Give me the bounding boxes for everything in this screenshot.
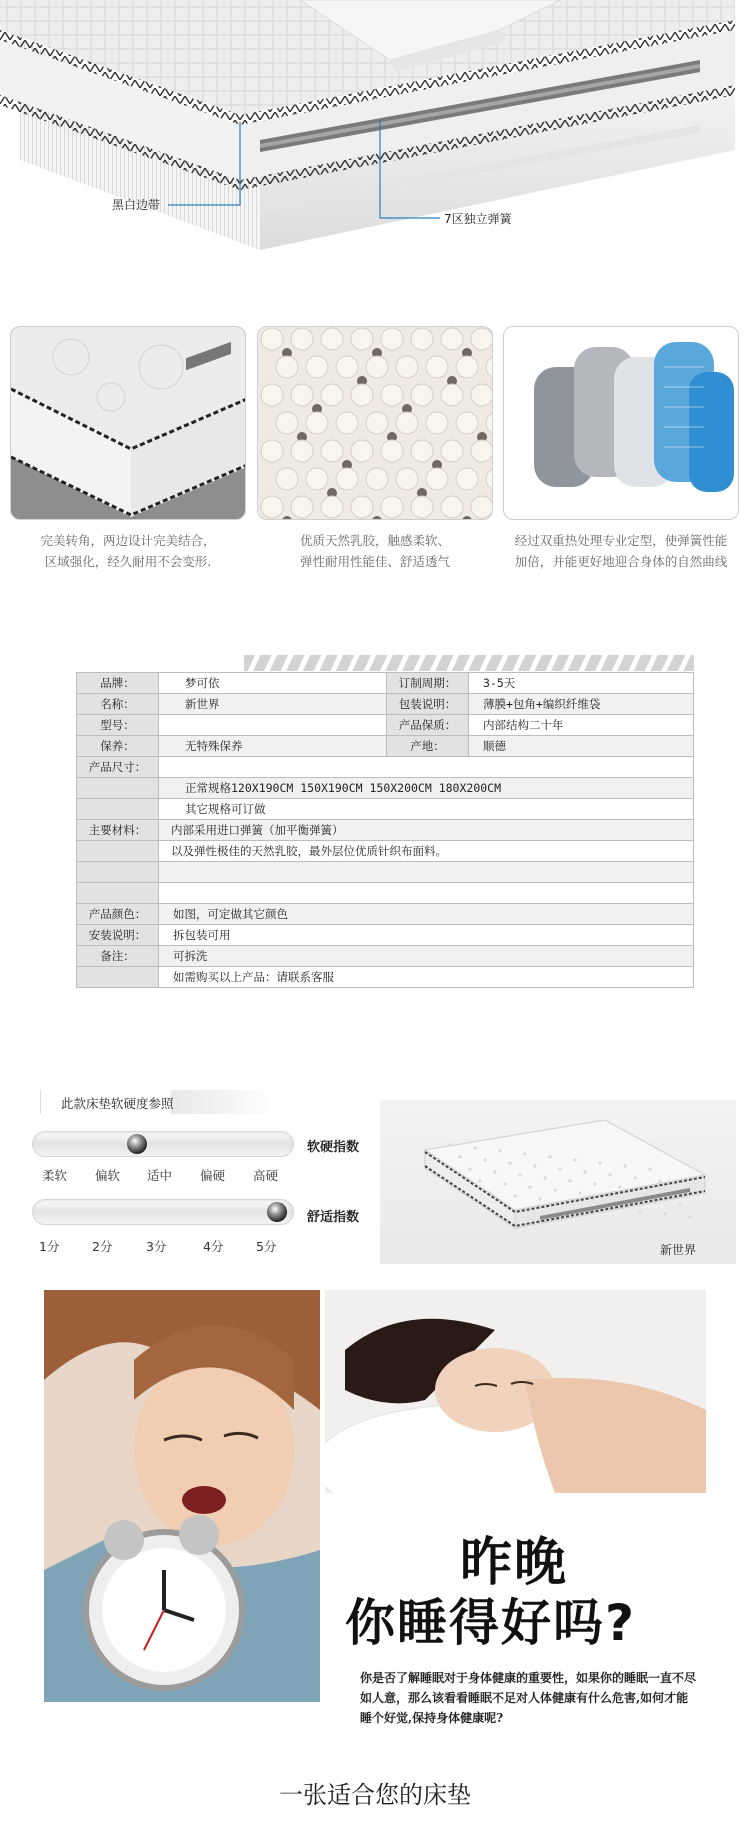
sleep-body-text: 你是否了解睡眠对于身体健康的重要性，如果你的睡眠一直不尽如人意，那么该看看睡眠不足对人体健康有什么危害,如何才能睡个好觉,保持身体健康呢? xyxy=(360,1671,697,1725)
mattress-corner-photo xyxy=(10,326,246,520)
pocket-springs-photo xyxy=(503,326,739,520)
quilt-tuft xyxy=(528,1185,531,1188)
quilt-tuft xyxy=(478,1179,481,1182)
table-row xyxy=(77,757,694,778)
latex-pin xyxy=(411,440,433,462)
spec-value: 如图，可定做其它颜色 xyxy=(159,904,694,925)
edge-band-callout: 黑白边带 xyxy=(112,198,161,212)
spec-value: 以及弹性极佳的天然乳胶，最外层位优质针织布面料。 xyxy=(159,841,694,862)
quilt-tuft xyxy=(553,1188,556,1191)
quilt-tuft xyxy=(568,1179,571,1182)
quilt-tuft xyxy=(468,1167,471,1170)
quilt-tuft xyxy=(543,1176,546,1179)
latex-pin xyxy=(411,384,433,406)
quilt-tuft xyxy=(448,1143,451,1146)
latex-pin xyxy=(441,496,463,518)
table-row xyxy=(77,862,694,883)
spec-value: 薄膜+包角+编织纤维袋 xyxy=(469,694,694,715)
quilt-tuft xyxy=(593,1182,596,1185)
table-row xyxy=(77,904,694,925)
quilt-tuft xyxy=(638,1209,641,1212)
quilt-tuft xyxy=(523,1152,526,1155)
quilt-tuft xyxy=(608,1173,611,1176)
latex-pin xyxy=(321,328,343,350)
latex-pin xyxy=(396,412,418,434)
spec-label: 型号： xyxy=(77,715,159,736)
quilt-tuft xyxy=(573,1158,576,1161)
latex-pin xyxy=(456,468,478,490)
table-row xyxy=(77,715,694,736)
footer-title: 一张适合您的床垫 xyxy=(279,1781,471,1809)
quilt-tuft xyxy=(503,1182,506,1185)
quilt-tuft xyxy=(513,1194,516,1197)
latex-pin xyxy=(381,384,403,406)
latex-pin xyxy=(411,496,433,518)
spec-label xyxy=(77,841,159,862)
feature-corner xyxy=(10,326,246,572)
latex-pin xyxy=(351,440,373,462)
latex-pin xyxy=(336,468,358,490)
spec-value xyxy=(159,757,694,778)
spec-table xyxy=(76,672,694,988)
spec-label xyxy=(77,967,159,988)
quilt-tuft xyxy=(598,1161,601,1164)
spec-label: 订制周期： xyxy=(387,673,469,694)
quilt-tuft xyxy=(508,1161,511,1164)
spec-value xyxy=(159,862,694,883)
quilt-tuft xyxy=(473,1146,476,1149)
mattress-illustration xyxy=(0,0,750,260)
latex-pin xyxy=(261,384,283,406)
quilt-tuft xyxy=(678,1203,681,1206)
latex-pin xyxy=(471,496,493,518)
spec-label: 备注： xyxy=(77,946,159,967)
latex-pin xyxy=(471,384,493,406)
mattress-thumbnail-illustration xyxy=(380,1100,736,1264)
feature-caption-line: 完美转角，两边设计完美结合， xyxy=(40,533,216,548)
table-row xyxy=(77,694,694,715)
table-row xyxy=(77,820,694,841)
quilt-tuft xyxy=(533,1164,536,1167)
hardness-label: 软硬指数 xyxy=(307,1140,360,1155)
spec-value: 梦可依 xyxy=(159,673,387,694)
table-row xyxy=(77,799,694,820)
feature-caption-line: 弹性耐用性能佳、舒适透气 xyxy=(299,554,450,569)
latex-pin xyxy=(291,496,313,518)
spec-value: 内部采用进口弹簧（加平衡弹簧） xyxy=(159,820,694,841)
latex-pin xyxy=(336,356,358,378)
latex-pin xyxy=(351,496,373,518)
spec-label: 品牌： xyxy=(77,673,159,694)
spec-value: 可拆洗 xyxy=(159,946,694,967)
spec-label: 主要材料： xyxy=(77,820,159,841)
latex-pin xyxy=(381,440,403,462)
headline-line2: 你睡得好吗? xyxy=(345,1594,637,1652)
hardness-tick: 高硬 xyxy=(253,1168,279,1183)
table-row xyxy=(77,883,694,904)
latex-pin xyxy=(456,412,478,434)
firmness-header-text: 此款床垫软硬度参照 xyxy=(61,1096,174,1111)
feature-caption-line: 经过双重热处理专业定型，使弹簧性能 xyxy=(514,533,728,548)
feature-springs xyxy=(503,326,739,572)
quilt-tuft xyxy=(483,1158,486,1161)
spec-label: 名称： xyxy=(77,694,159,715)
quilt-tuft xyxy=(548,1155,551,1158)
hardness-tick: 偏软 xyxy=(95,1168,121,1183)
latex-pin xyxy=(396,468,418,490)
spec-label: 安装说明： xyxy=(77,925,159,946)
spec-value: 新世界 xyxy=(159,694,387,715)
hardness-tick: 适中 xyxy=(147,1168,173,1183)
spec-value: 拆包装可用 xyxy=(159,925,694,946)
spec-label: 产品保质： xyxy=(387,715,469,736)
latex-pin xyxy=(321,496,343,518)
latex-pin xyxy=(426,356,448,378)
quilt-tuft xyxy=(583,1170,586,1173)
comfort-tick: 3分 xyxy=(146,1239,167,1254)
latex-pin xyxy=(441,328,463,350)
latex-pin xyxy=(456,356,478,378)
latex-hole xyxy=(282,516,292,520)
comfort-tick: 5分 xyxy=(256,1239,277,1254)
latex-pin xyxy=(486,356,493,378)
spec-label: 产品颜色： xyxy=(77,904,159,925)
latex-pin xyxy=(351,328,373,350)
spec-value: 无特殊保养 xyxy=(159,736,387,757)
latex-pin xyxy=(261,440,283,462)
hardness-tick: 偏硬 xyxy=(200,1168,226,1183)
comfort-slider xyxy=(32,1199,294,1225)
latex-pin xyxy=(276,412,298,434)
latex-pin xyxy=(486,468,493,490)
spec-value xyxy=(159,715,387,736)
table-row xyxy=(77,778,694,799)
quilt-tuft xyxy=(538,1197,541,1200)
comfort-tick: 2分 xyxy=(92,1239,113,1254)
comfort-label: 舒适指数 xyxy=(307,1210,360,1225)
headline-line1: 昨晚 xyxy=(460,1533,569,1593)
quilt-tuft xyxy=(518,1173,521,1176)
latex-hole xyxy=(492,404,493,414)
comfort-tick: 1分 xyxy=(39,1239,60,1254)
latex-pin xyxy=(471,440,493,462)
latex-pin xyxy=(291,328,313,350)
feature-caption-line: 优质天然乳胶，触感柔软、 xyxy=(299,533,450,548)
latex-pin xyxy=(276,356,298,378)
latex-pin xyxy=(441,440,463,462)
latex-pin xyxy=(276,468,298,490)
hardness-tick: 柔软 xyxy=(42,1168,68,1183)
latex-pin xyxy=(261,496,283,518)
latex-pin xyxy=(306,356,328,378)
latex-pin xyxy=(486,412,493,434)
quilt-tuft xyxy=(493,1170,496,1173)
latex-pin xyxy=(291,440,313,462)
comfort-tick: 4分 xyxy=(203,1239,224,1254)
latex-pin xyxy=(426,412,448,434)
spec-value: 其它规格可订做 xyxy=(159,799,694,820)
sleeping-woman-photo xyxy=(325,1290,706,1493)
latex-pin xyxy=(261,328,283,350)
quilt-tuft xyxy=(688,1215,691,1218)
latex-pin xyxy=(306,412,328,434)
firmness-header xyxy=(40,1090,275,1114)
latex-photo xyxy=(257,326,493,520)
quilt-tuft xyxy=(618,1185,621,1188)
latex-pin xyxy=(426,468,448,490)
spec-label: 产品尺寸： xyxy=(77,757,159,778)
quilt-tuft xyxy=(648,1167,651,1170)
spec-value: 内部结构二十年 xyxy=(469,715,694,736)
table-row xyxy=(77,925,694,946)
quilt-tuft xyxy=(498,1149,501,1152)
quilt-tuft xyxy=(658,1179,661,1182)
latex-pin xyxy=(381,328,403,350)
quilt-tuft xyxy=(633,1176,636,1179)
quilt-tuft xyxy=(578,1191,581,1194)
spec-header-stripe xyxy=(244,655,694,671)
table-row xyxy=(77,673,694,694)
latex-pin xyxy=(411,328,433,350)
comfort-knob xyxy=(267,1202,287,1222)
latex-pin xyxy=(366,412,388,434)
latex-pin xyxy=(366,356,388,378)
latex-pin xyxy=(366,468,388,490)
quilt-tuft xyxy=(458,1155,461,1158)
latex-pin xyxy=(471,328,493,350)
spec-label xyxy=(77,799,159,820)
latex-pin xyxy=(441,384,463,406)
feature-caption-line: 加倍，并能更好地迎合身体的自然曲线 xyxy=(514,554,728,569)
table-row xyxy=(77,841,694,862)
latex-pin xyxy=(306,468,328,490)
product-name: 新世界 xyxy=(659,1243,696,1257)
latex-pin xyxy=(321,384,343,406)
feature-latex xyxy=(257,326,493,572)
latex-pin xyxy=(381,496,403,518)
table-row xyxy=(77,946,694,967)
hero-mattress-image xyxy=(0,0,750,260)
latex-pin xyxy=(351,384,373,406)
spec-label: 产地： xyxy=(387,736,469,757)
spec-value: 正常规格120X190CM 150X190CM 150X200CM 180X200CM xyxy=(159,778,694,799)
yawning-woman-photo xyxy=(44,1290,320,1702)
spring-callout: 7区独立弹簧 xyxy=(444,212,512,226)
table-row xyxy=(77,736,694,757)
spec-contact: 如需购买以上产品：请联系客服 xyxy=(159,967,694,988)
spec-label xyxy=(77,778,159,799)
latex-pin xyxy=(336,412,358,434)
feature-caption-line: 区域强化，经久耐用不会变形. xyxy=(44,554,212,569)
hardness-slider xyxy=(32,1131,294,1157)
spec-value: 顺德 xyxy=(469,736,694,757)
product-thumbnail xyxy=(380,1100,736,1264)
spec-value xyxy=(159,883,694,904)
spec-label: 包装说明： xyxy=(387,694,469,715)
latex-hole xyxy=(372,516,382,520)
spec-label: 保养： xyxy=(77,736,159,757)
hardness-knob xyxy=(127,1134,147,1154)
latex-pin xyxy=(291,384,313,406)
quilt-tuft xyxy=(558,1167,561,1170)
spec-label xyxy=(77,883,159,904)
latex-pin xyxy=(321,440,343,462)
spec-label xyxy=(77,862,159,883)
latex-pin xyxy=(396,356,418,378)
spec-value: 3-5天 xyxy=(469,673,694,694)
latex-hole xyxy=(462,516,472,520)
quilt-tuft xyxy=(663,1212,666,1215)
quilt-tuft xyxy=(623,1164,626,1167)
table-row xyxy=(77,967,694,988)
